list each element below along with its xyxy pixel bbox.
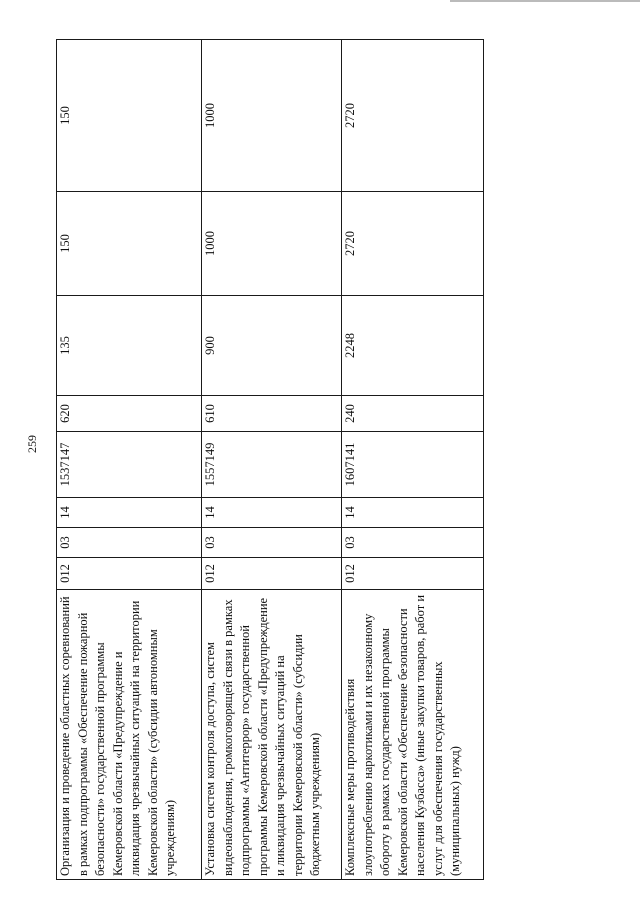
table-rotated-container [56,40,483,880]
amount-year-2: 2720 [342,192,484,296]
amount-year-3: 2720 [342,40,484,192]
subsection-code: 14 [57,498,202,528]
expense-type-code: 240 [342,396,484,432]
target-article-code: 1537147 [57,432,202,498]
table-row [342,40,484,880]
amount-year-2: 1000 [202,192,342,296]
budget-table [56,39,484,880]
table-rotation-frame [56,40,483,880]
row-description: Установка систем контроля доступа, систем видеонаблюдения, громкоговорящей связи в рамках подпрограммы «Антитеррор» государственной программы Кемеровской области «Предупреждение и ликвидация чрезвычайных ситуаций на территории Кемеровской области» (субсидии бюджетным учреждениям) [202,590,342,880]
amount-year-1: 900 [202,296,342,396]
ministry-code: 012 [57,558,202,590]
ministry-code: 012 [202,558,342,590]
subsection-code: 14 [202,498,342,528]
section-code: 03 [342,528,484,558]
amount-year-3: 1000 [202,40,342,192]
section-code: 03 [202,528,342,558]
target-article-code: 1557149 [202,432,342,498]
page-number: 259 [25,435,39,453]
amount-year-1: 135 [57,296,202,396]
table-row [202,40,342,880]
subsection-code: 14 [342,498,484,528]
table-row [57,40,202,880]
row-description: Комплексные меры противодействия злоупотреблению наркотиками и их незаконному обороту в рамках государственной программы Кемеровской области «Обеспечение безопасности населения Кузбасса» (иные закупки товаров, работ и услуг для обеспечения государственных (муниципальных) нужд) [342,590,484,880]
row-description: Организация и проведение областных соревнований в рамках подпрограммы «Обеспечение пожарной безопасности» государственной программы Кемеровской области «Предупреждение и ликвидация чрезвычайных ситуаций на территории Кемеровской области» (субсидии автономным учреждениям) [57,590,202,880]
amount-year-2: 150 [57,192,202,296]
amount-year-1: 2248 [342,296,484,396]
amount-year-3: 150 [57,40,202,192]
target-article-code: 1607141 [342,432,484,498]
expense-type-code: 620 [57,396,202,432]
section-code: 03 [57,528,202,558]
ministry-code: 012 [342,558,484,590]
expense-type-code: 610 [202,396,342,432]
scan-edge-artifact [450,0,640,2]
